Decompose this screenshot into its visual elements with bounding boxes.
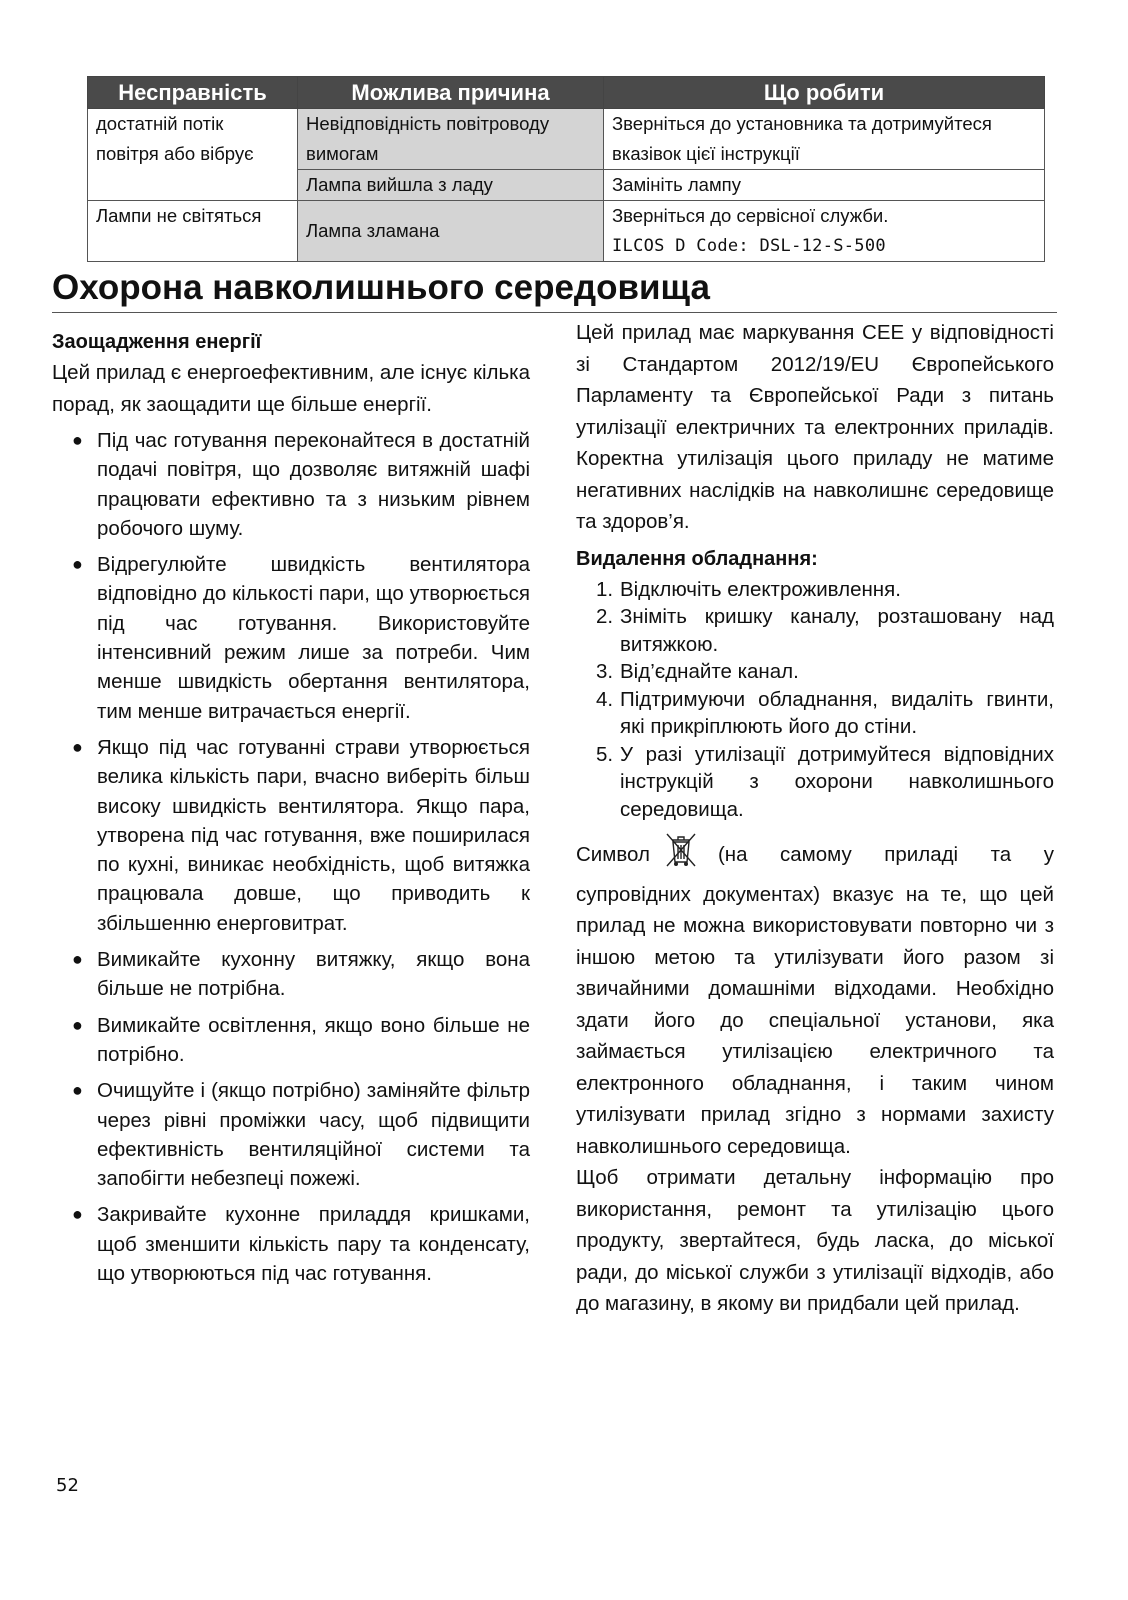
symbol-word: Символ [576,843,650,866]
list-item: 2. Зніміть кришку каналу, розташовану над витяжкою. [596,605,1054,656]
header-cause: Можлива причина [298,77,604,109]
table-row [88,109,1045,170]
ilcos-code: ILCOS D Code: DSL-12-S-500 [612,236,886,256]
list-item: ● Під час готування переконайтеся в достатній подачі повітря, що дозволяє витяжній шафі працювати ефективно та з низьким рівнем робочого шуму. [52,426,530,543]
cause-cell: Лампа зламана [298,201,604,262]
bullet-icon: ● [72,736,83,757]
weee-text: (на самому приладі та у супровідних документах) вказує на те, що цей прилад не можна використовувати повторно чи з іншою метою та утилізувати його разом зі звичайними домашніми відходами. Необхідно здати його до спеціальної установи, яка займається утилізацією електричного та електронного обладнання, і таким чином утилізувати прилад згідно з нормами захисту навколишнього середовища. [576,843,1054,1158]
cause-cell: Лампа вийшла з ладу [298,170,604,201]
bullet-icon: ● [72,1080,83,1101]
action-text: Зверніться до сервісної служби. [612,205,889,226]
bullet-icon: ● [72,430,83,450]
left-column [52,327,530,1295]
section-title: Охорона навколишнього середовища [52,264,1057,313]
list-item: ● Закривайте кухонне приладдя кришками, щоб зменшити кількість пару та конденсату, що утворюються під час готування. [52,1200,530,1288]
bullet-icon: ● [72,1204,83,1225]
action-cell: Замініть лампу [604,170,1045,201]
cause-cell: Невідповідність повітроводу вимогам [298,109,604,170]
list-item: ● Очищуйте і (якщо потрібно) заміняйте фільтр через рівні проміжки часу, щоб підвищити ефективність вентиляційної системи та запобігти небезпеці пожежі. [52,1076,530,1193]
fault-cell: Лампи не світяться [88,201,298,262]
list-item: ● Відрегулюйте швидкість вентилятора відповідно до кількості пари, що утворюється під час готування. Використовуйте інтенсивний режим лише за потреби. Чим менше швидкість обертання вентилятора, тим менше витрачається енергії. [52,550,530,726]
list-item: 5. У разі утилізації дотримуйтеся відповідних інструкцій з охорони навколишнього середовища. [596,742,1054,821]
header-action: Що робити [604,77,1045,109]
right-column [576,317,1054,1320]
bullet-icon: ● [72,1014,83,1035]
energy-tips-list [52,426,530,1288]
list-item: 1. Відключіть електроживлення. [596,577,901,601]
list-item: ● Вимикайте освітлення, якщо воно більше не потрібно. [52,1011,530,1070]
list-item: 4. Підтримуючи обладнання, видаліть гвинти, які прикріплюють його до стіни. [596,687,1054,738]
list-item: 3. Від’єднайте канал. [596,660,799,683]
table-row [88,201,1045,262]
ce-marking-paragraph: Цей прилад має маркування CEE у відповідності зі Стандартом 2012/19/EU Європейського Парламенту та Європейської Ради з питань утилізації електричних та електронних приладів. Коректна утилізація цього приладу не матиме негативних наслідків на навколишнє середовище та здоров’я. [576,321,1054,533]
header-fault: Несправність [88,77,298,109]
disposal-subhead: Видалення обладнання: [576,547,818,570]
disposal-steps-list [576,576,1054,824]
page-number: 52 [56,1475,79,1496]
bullet-icon: ● [72,949,83,970]
energy-saving-subhead: Заощадження енергії [52,331,262,353]
table-header-row [88,77,1045,109]
crossed-out-wheelie-bin-icon [664,831,698,879]
troubleshooting-table [87,76,1045,262]
action-cell: Зверніться до установника та дотримуйтеся вказівок цієї інструкції [604,109,1045,170]
energy-intro: Цей прилад є енергоефективним, але існує кілька порад, як заощадити ще більше енергії. [52,361,530,416]
list-item: ● Вимикайте кухонну витяжку, якщо вона більше не потрібна. [52,945,530,1004]
fault-cell: достатній потік повітря або вібрує [88,109,298,201]
info-paragraph: Щоб отримати детальну інформацію про використання, ремонт та утилізацію цього продукту, звертайтеся, будь ласка, до міської ради, до міської служби з утилізації відходів, або до магазину, в якому ви придбали цей прилад. [576,1166,1054,1315]
list-item: ● Якщо під час готуванні страви утворюється велика кількість пари, вчасно виберіть більш високу швидкість вентилятора. Якщо пара, утворена під час готування, вже поширилася по кухні, виникає необхідність, щоб витяжка працювала довше, що приводить к збільшенню енерговитрат. [52,733,530,938]
bullet-icon: ● [72,554,83,575]
weee-paragraph [576,831,1054,1162]
action-cell [604,201,1045,262]
